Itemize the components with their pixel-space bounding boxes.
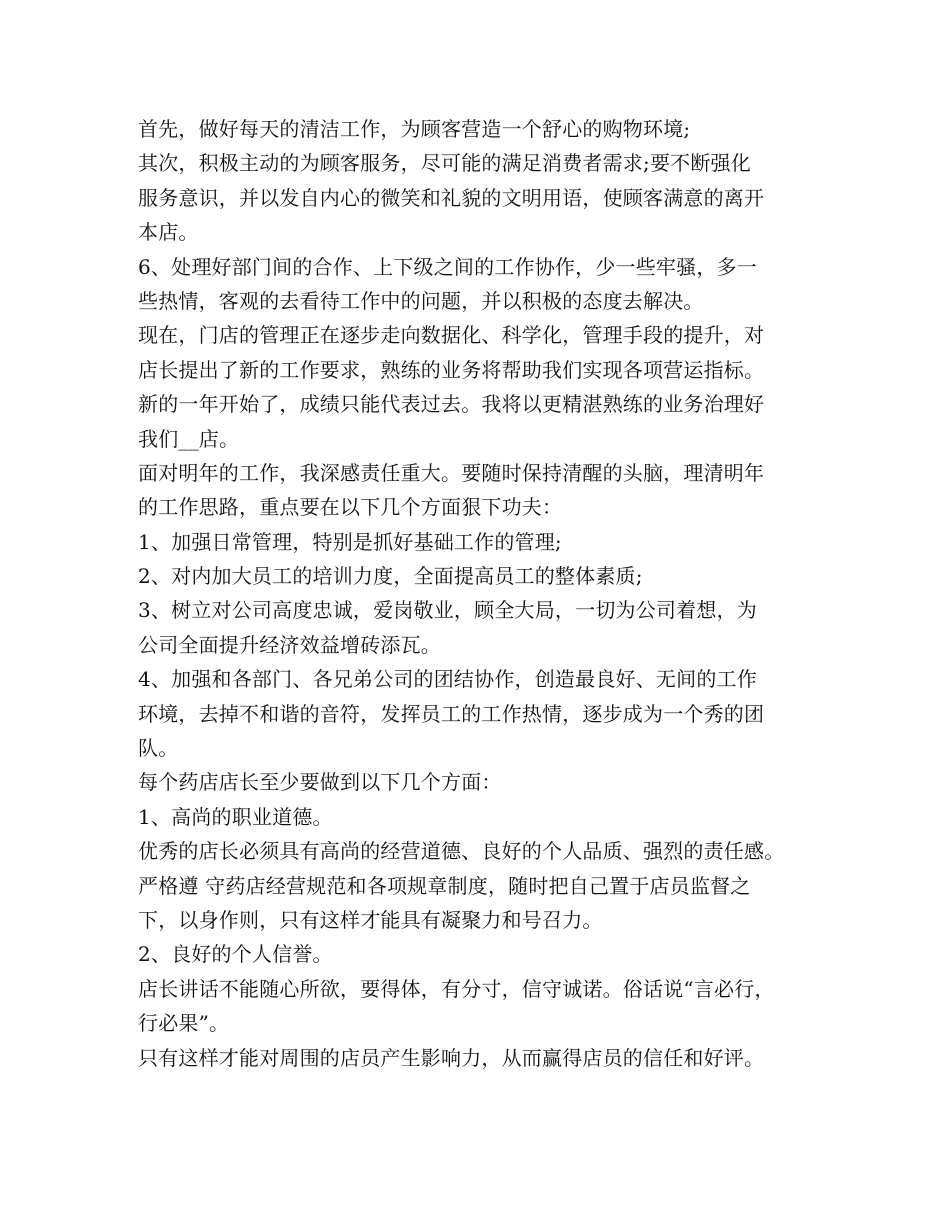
text-line: 下，以身作则，只有这样才能具有凝聚力和号召力。 bbox=[138, 907, 603, 932]
text-line: 其次，积极主动的为顾客服务，尽可能的满足消费者需求;要不断强化 bbox=[138, 151, 751, 176]
text-line: 我们__店。 bbox=[138, 426, 240, 451]
text-line: 队。 bbox=[138, 736, 179, 761]
text-line: 面对明年的工作，我深感责任重大。要随时保持清醒的头脑，理清明年 bbox=[138, 460, 765, 485]
text-line: 严格遵 守药店经营规范和各项规章制度，随时把自己置于店员监督之 bbox=[138, 873, 751, 898]
text-line: 首先，做好每天的清洁工作，为顾客营造一个舒心的购物环境; bbox=[138, 117, 691, 141]
text-line: 2、对内加大员工的培训力度，全面提高员工的整体素质; bbox=[138, 564, 643, 589]
text-line: 每个药店店长至少要做到以下几个方面： bbox=[138, 770, 502, 795]
text-line: 只有这样才能对周围的店员产生影响力，从而赢得店员的信任和好评。 bbox=[138, 1045, 765, 1070]
text-line: 3、树立对公司高度忠诚，爱岗敬业，顾全大局，一切为公司着想，为 bbox=[138, 598, 757, 623]
text-line: 现在，门店的管理正在逐步走向数据化、科学化，管理手段的提升，对 bbox=[138, 323, 765, 348]
text-line: 1、高尚的职业道德。 bbox=[138, 804, 333, 829]
text-line: 些热情，客观的去看待工作中的问题，并以积极的态度去解决。 bbox=[138, 288, 704, 313]
text-line: 的工作思路，重点要在以下几个方面狠下功夫： bbox=[138, 495, 563, 520]
text-line: 公司全面提升经济效益增砖添瓦。 bbox=[138, 632, 441, 657]
text-line: 1、加强日常管理，特别是抓好基础工作的管理; bbox=[138, 529, 562, 554]
text-line: 本店。 bbox=[138, 220, 199, 245]
text-line: 优秀的店长必须具有高尚的经营道德、良好的个人品质、强烈的责任感。 bbox=[138, 839, 785, 864]
text-line: 2、良好的个人信誉。 bbox=[138, 942, 333, 967]
text-line: 4、加强和各部门、各兄弟公司的团结协作，创造最良好、无间的工作 bbox=[138, 667, 757, 692]
text-line: 行必果”。 bbox=[138, 1011, 230, 1036]
text-line: 店长提出了新的工作要求，熟练的业务将帮助我们实现各项营运指标。 bbox=[138, 357, 765, 382]
text-line: 店长讲话不能随心所欲，要得体，有分寸，信守诚诺。俗话说“言必行， bbox=[138, 976, 775, 1001]
text-line: 环境，去掉不和谐的音符，发挥员工的工作热情，逐步成为一个秀的团 bbox=[138, 701, 765, 726]
document-body bbox=[138, 112, 838, 1075]
text-line: 服务意识，并以发自内心的微笑和礼貌的文明用语，使顾客满意的离开 bbox=[138, 185, 765, 210]
text-line: 新的一年开始了，成绩只能代表过去。我将以更精湛熟练的业务治理好 bbox=[138, 392, 765, 417]
text-line: 6、处理好部门间的合作、上下级之间的工作协作，少一些牢骚，多一 bbox=[138, 254, 757, 279]
